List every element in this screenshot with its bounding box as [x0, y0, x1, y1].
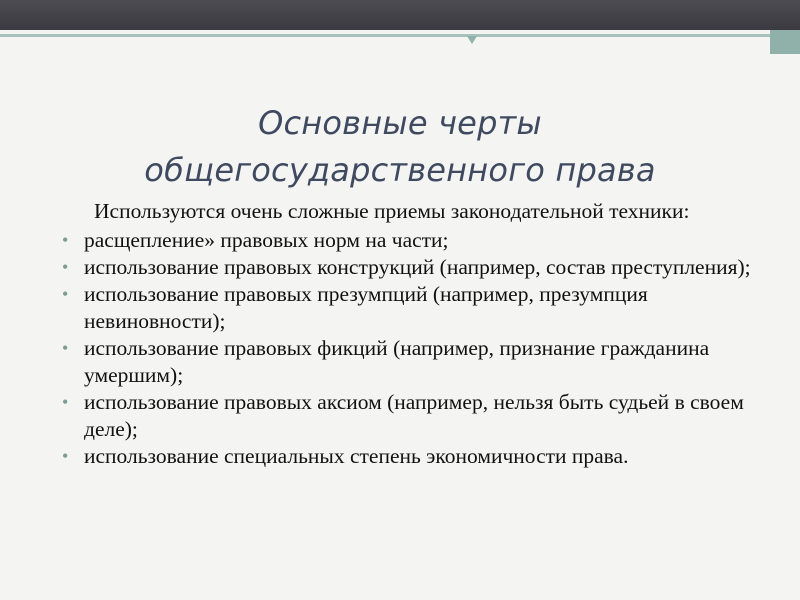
slide-title — [0, 100, 800, 194]
bullet-icon: • — [62, 446, 69, 466]
list-item-text: использование правовых конструкций (например, состав преступления); — [84, 255, 751, 279]
list-item-text: расщепление» правовых норм на части; — [84, 228, 449, 252]
list-item — [60, 335, 760, 389]
slide-body — [60, 198, 760, 470]
top-bar — [0, 0, 800, 30]
list-item-text: использование правовых презумпций (например, презумпция невиновности); — [84, 282, 648, 333]
list-item — [60, 254, 760, 281]
list-item — [60, 227, 760, 254]
bullet-list — [60, 227, 760, 470]
title-line-1: Основные черты — [258, 104, 542, 142]
list-item-text: использование правовых фикций (например, признание гражданина умершим); — [84, 336, 710, 387]
accent-corner-block — [770, 30, 800, 54]
title-line-2: общегосударственного права — [144, 151, 656, 189]
accent-stripe — [0, 34, 776, 37]
list-item — [60, 389, 760, 443]
bullet-icon: • — [62, 257, 69, 277]
list-item — [60, 281, 760, 335]
list-item-text: использование специальных степень экономичности права. — [84, 444, 629, 468]
bullet-icon: • — [62, 338, 69, 358]
bullet-icon: • — [62, 230, 69, 250]
intro-text: Используются очень сложные приемы законодательной техники: — [94, 199, 690, 223]
bullet-icon: • — [62, 284, 69, 304]
list-item-text: использование правовых аксиом (например, нельзя быть судьей в своем деле); — [84, 390, 744, 441]
accent-triangle — [467, 36, 477, 44]
list-item — [60, 443, 760, 470]
bullet-icon: • — [62, 392, 69, 412]
